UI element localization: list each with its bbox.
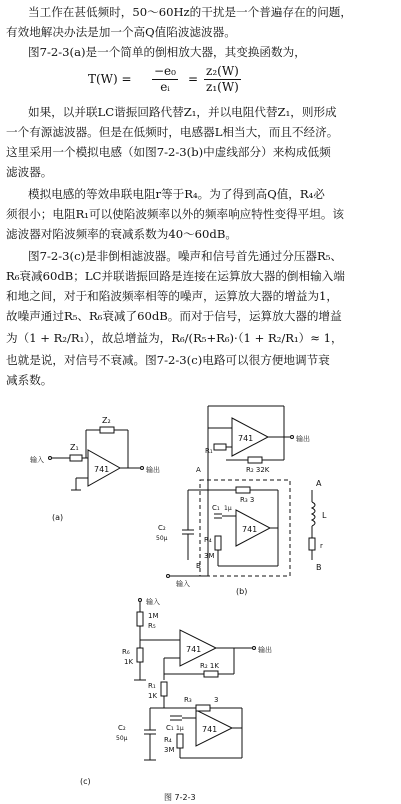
z1-impedance bbox=[70, 455, 82, 461]
para-line-13: 和地之间，对于和陷波频率相等的噪声，运算放大器的增益为1， bbox=[6, 289, 339, 303]
z2-label: Z₂ bbox=[102, 416, 111, 425]
c-output-terminal bbox=[253, 647, 256, 650]
b-input-terminal bbox=[167, 575, 170, 578]
ind-B-label: B bbox=[316, 563, 322, 572]
c-r6-label: R₆ bbox=[122, 648, 130, 656]
a-output-terminal bbox=[141, 467, 144, 470]
b-output-terminal bbox=[291, 436, 294, 439]
b-r3-label: R₃ 3 bbox=[240, 496, 255, 504]
inductor-coil bbox=[312, 502, 315, 526]
a-input-label: 输入 bbox=[30, 456, 44, 464]
figure-caption: 图 7-2-3 bbox=[164, 793, 196, 802]
para-line-5: 一个有源滤波器。但是在低频时，电感器L相当大，而且不经济。 bbox=[6, 125, 339, 139]
c-r1-label: R₁ bbox=[148, 682, 156, 690]
para-line-6: 这里采用一个模拟电感（如图7-2-3(b)中虚线部分）来构成低频 bbox=[6, 145, 331, 159]
a-output-label: 输出 bbox=[146, 466, 160, 474]
b-input-label: 输入 bbox=[176, 580, 190, 588]
eq-frac-1 bbox=[152, 64, 178, 95]
c-c1-value: 1μ bbox=[176, 725, 184, 732]
para-line-1: 当工作在甚低频时，50～60Hz的干扰是一个普遍存在的问题， bbox=[28, 5, 352, 19]
c-r1-value: 1K bbox=[148, 692, 158, 700]
opamp-a-label: 741 bbox=[94, 465, 110, 474]
b-pointA: A bbox=[196, 466, 201, 474]
para-line-17: 减系数。 bbox=[6, 373, 53, 387]
eq-frac-2 bbox=[204, 64, 241, 95]
opamp-c2-label: 741 bbox=[202, 725, 218, 734]
eq-frac2-num: z₂(W) bbox=[206, 64, 239, 78]
eq-frac1-den: eᵢ bbox=[160, 80, 170, 94]
opamp-c1-label: 741 bbox=[186, 645, 202, 654]
b-r4-label: R₄ bbox=[204, 536, 212, 544]
b-c2-value: 50μ bbox=[156, 535, 168, 542]
transfer-function-equation bbox=[88, 60, 388, 100]
para-line-11: 图7-2-3(c)是非倒相滤波器。噪声和信号首先通过分压器R₅、 bbox=[28, 249, 342, 263]
para-line-10: 滤波器对陷波频率的衰减系数为40～60dB。 bbox=[6, 227, 237, 241]
eq-equals: = bbox=[188, 72, 199, 86]
para-line-16: 也就是说，对信号不衰减。图7-2-3(c)电路可以很方便地调节衰 bbox=[6, 353, 330, 367]
para-line-9: 须很小；电阻R₁可以使陷波频率以外的频率响应特性变得平坦。该 bbox=[6, 207, 345, 221]
c-r4-value: 3M bbox=[164, 746, 175, 754]
circuit-c bbox=[80, 597, 272, 786]
b-output-label: 输出 bbox=[296, 435, 310, 443]
ind-L-label: L bbox=[322, 511, 327, 520]
opamp-b2-label: 741 bbox=[242, 525, 258, 534]
ind-r-label: r bbox=[320, 542, 323, 550]
c-r2-label: R₂ 1K bbox=[200, 662, 219, 670]
para-line-8: 模拟电感的等效串联电阻r等于R₄。为了得到高Q值，R₄必 bbox=[28, 187, 325, 201]
b-caption: (b) bbox=[236, 587, 248, 596]
c-r6-value: 1K bbox=[124, 658, 134, 666]
b-r4-value: 3M bbox=[204, 552, 215, 560]
circuit-b bbox=[156, 406, 327, 596]
b-c1-value: 1μ bbox=[224, 505, 232, 512]
b-pointB: B bbox=[196, 562, 201, 570]
a-input-terminal bbox=[49, 457, 52, 460]
b-r1-label: R₁ bbox=[205, 447, 213, 455]
ind-A-label: A bbox=[316, 479, 322, 488]
c-c1-label: C₁ bbox=[166, 724, 174, 732]
para-line-12: R₆衰减60dB；LC并联谐振回路是连接在运算放大器的倒相输入端 bbox=[6, 269, 345, 283]
c-c2-value: 50μ bbox=[116, 735, 128, 742]
eq-lhs: T(W) = bbox=[88, 72, 132, 86]
para-line-15: 为（1 + R₂/R₁），故总增益为，R₆/(R₅+R₆)·（1 + R₂/R₁）≈ 1， bbox=[6, 331, 343, 345]
b-c1-label: C₁ bbox=[212, 504, 220, 512]
opamp-b1-label: 741 bbox=[238, 434, 254, 443]
c-c2-label: C₂ bbox=[118, 724, 126, 732]
z1-label: Z₁ bbox=[70, 443, 79, 452]
c-r5-label: R₅ bbox=[148, 622, 156, 630]
para-line-3: 图7-2-3(a)是一个简单的倒相放大器，其变换函数为， bbox=[28, 45, 306, 59]
circuit-a bbox=[30, 416, 160, 522]
c-r4-label: R₄ bbox=[164, 736, 172, 744]
c-output-label: 输出 bbox=[258, 646, 272, 654]
z2-impedance bbox=[100, 427, 114, 433]
para-line-7: 滤波器。 bbox=[6, 165, 53, 179]
c-r3-label: R₃ bbox=[184, 696, 192, 704]
c-input-terminal bbox=[139, 599, 142, 602]
circuit-figure bbox=[0, 390, 401, 804]
para-line-14: 故噪声通过R₅、R₆衰减了60dB。而对于信号，运算放大器的增益 bbox=[6, 309, 342, 323]
c-caption: (c) bbox=[80, 777, 91, 786]
eq-frac1-num: −e₀ bbox=[154, 64, 176, 78]
c-r5-value: 1M bbox=[148, 612, 159, 620]
eq-frac2-den: z₁(W) bbox=[206, 80, 239, 94]
a-caption: (a) bbox=[52, 513, 64, 522]
c-r3-value: 3 bbox=[214, 696, 219, 704]
para-line-4: 如果，以并联LC谐振回路代替Z₁，并以电阻代替Z₁，则形成 bbox=[28, 105, 337, 119]
b-r2-label: R₂ 32K bbox=[246, 466, 270, 474]
para-line-2: 有效地解决办法是加一个高Q值陷波滤波器。 bbox=[6, 25, 236, 39]
b-c2-label: C₂ bbox=[158, 524, 166, 532]
c-input-label: 输入 bbox=[146, 598, 160, 606]
